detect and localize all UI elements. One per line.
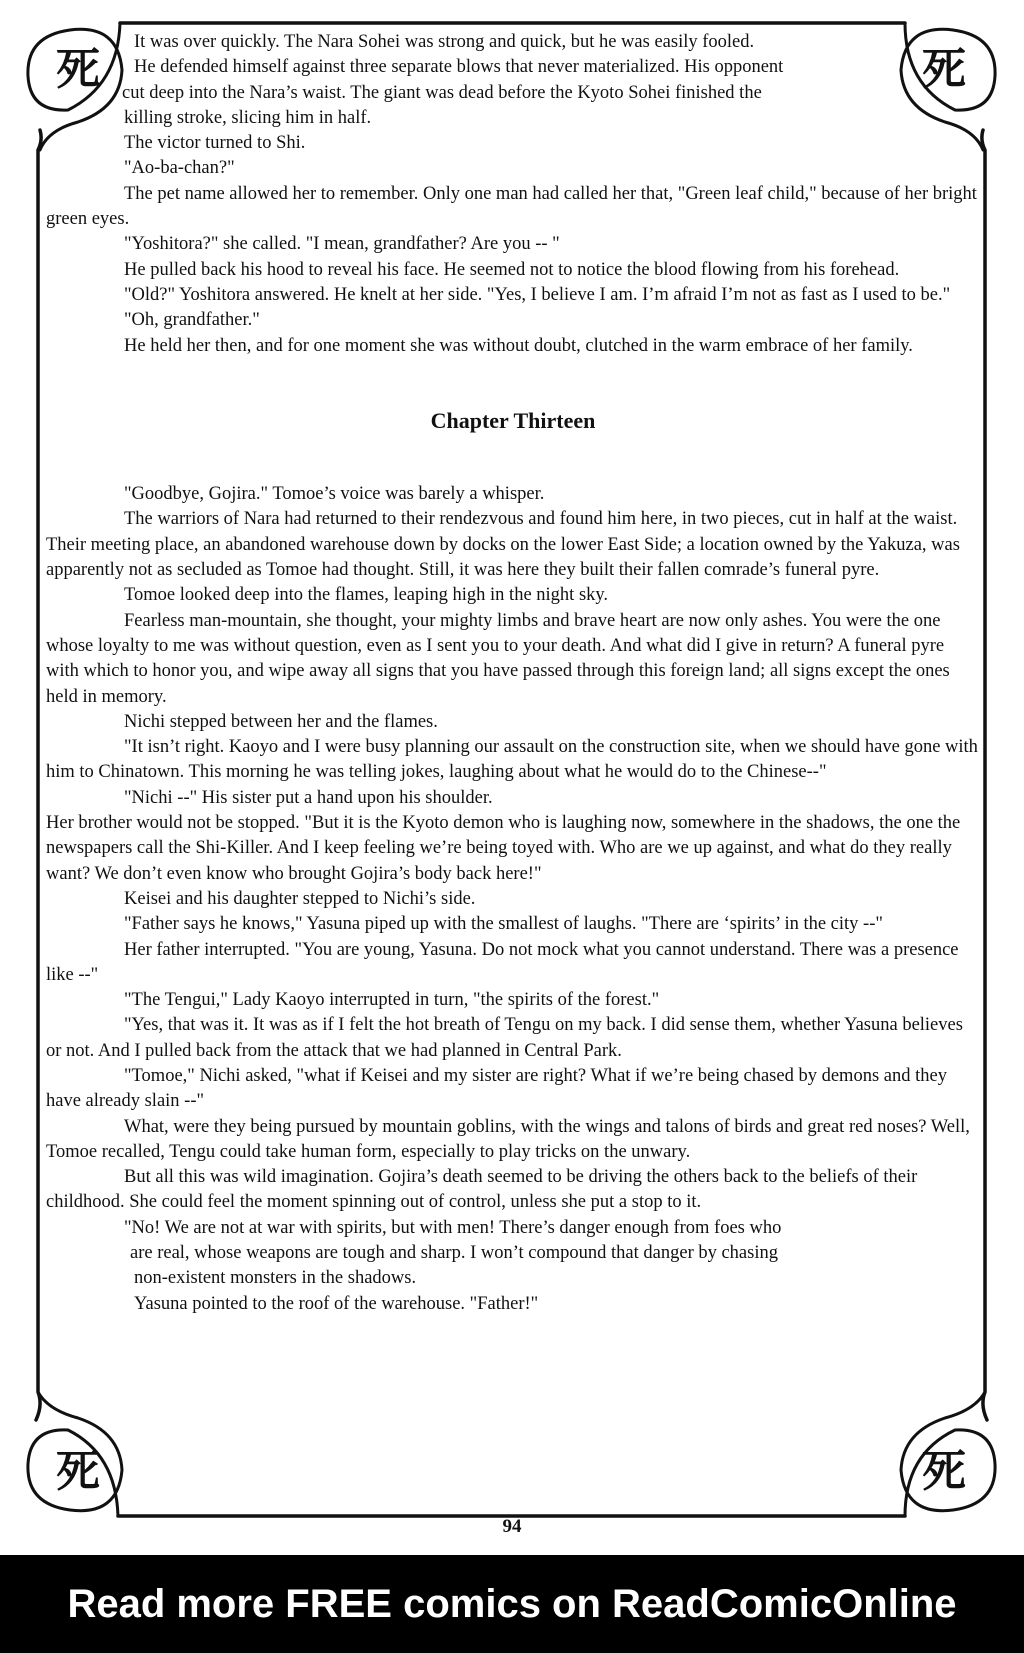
promo-banner[interactable]: Read more FREE comics on ReadComicOnline [0, 1555, 1024, 1653]
paragraph: Fearless man-mountain, she thought, your mighty limbs and brave heart are now only ashes. You were the one whose loyalty to me was without question, even as I sent you to your death. And what did I give in return? A funeral pyre with which to honor you, and wipe away all signs that you have passed through this foreign land; all signs except the ones held in memory. [46, 610, 950, 707]
kanji-emblem-top-left: 死 [56, 44, 100, 95]
paragraph: "Father says he knows," Yasuna piped up with the smallest of laughs. "There are ‘spirits’ in the city --" [124, 914, 883, 935]
paragraph: "Oh, grandfather." [124, 310, 260, 331]
paragraph: "The Tengui," Lady Kaoyo interrupted in turn, "the spirits of the forest." [124, 990, 660, 1011]
paragraph: "No! We are not at war with spirits, but with men! There’s danger enough from foes who [124, 1217, 782, 1238]
paragraph: He defended himself against three separate blows that never materialized. His opponent [134, 57, 784, 78]
chapter-heading: Chapter Thirteen [430, 407, 596, 433]
kanji-emblem-bottom-right: 死 [922, 1446, 966, 1497]
paragraph: Keisei and his daughter stepped to Nichi’s side. [124, 888, 476, 909]
paragraph: are real, whose weapons are tough and sharp. I won’t compound that danger by chasing [130, 1243, 778, 1264]
paragraph: killing stroke, slicing him in half. [124, 107, 372, 128]
paragraph: But all this was wild imagination. Gojira’s death seemed to be driving the others back to the beliefs of their childhood. She could feel the moment spinning out of control, unless she put a stop to it. [46, 1167, 918, 1213]
paragraph: What, were they being pursued by mountain goblins, with the wings and talons of birds and great red noses? Well, Tomoe recalled, Tengu could take human form, especially to play tricks on the unwary. [46, 1116, 970, 1162]
paragraph: cut deep into the Nara’s waist. The giant was dead before the Kyoto Sohei finished the [122, 82, 762, 103]
paragraph: The warriors of Nara had returned to their rendezvous and found him here, in two pieces, cut in half at the waist. Their meeting place, an abandoned warehouse down by docks on the lower East Side; a location owned by the Yakuza, was apparently not as secluded as Tomoe had thought. Still, it was here they built their fallen comrade’s funeral pyre. [46, 509, 960, 581]
kanji-emblem-top-right: 死 [922, 44, 966, 95]
paragraph: "Old?" Yoshitora answered. He knelt at her side. "Yes, I believe I am. I’m afraid I’m not as fast as I used to be." [124, 284, 951, 305]
paragraph: Her father interrupted. "You are young, Yasuna. Do not mock what you cannot understand. There was a presence like --" [46, 939, 959, 985]
paragraph: Nichi stepped between her and the flames. [124, 711, 438, 732]
kanji-emblem-bottom-left: 死 [56, 1446, 100, 1497]
paragraph: "Yes, that was it. It was as if I felt the hot breath of Tengu on my back. I did sense them, whether Yasuna believes or not. And I pulled back from the attack that we had planned in Central Park. [46, 1015, 963, 1061]
paragraph: "Ao-ba-chan?" [124, 158, 235, 179]
paragraph: Tomoe looked deep into the flames, leaping high in the night sky. [124, 585, 609, 606]
paragraph: He pulled back his hood to reveal his face. He seemed not to notice the blood flowing from his forehead. [124, 259, 900, 280]
page-number: 94 [502, 1516, 522, 1537]
paragraph: The pet name allowed her to remember. Only one man had called her that, "Green leaf child," because of her bright green eyes. [46, 183, 977, 230]
paragraph: non-existent monsters in the shadows. [134, 1268, 417, 1289]
paragraph: Yasuna pointed to the roof of the warehouse. "Father!" [134, 1293, 539, 1314]
paragraph: Her brother would not be stopped. "But it is the Kyoto demon who is laughing now, somewhere in the shadows, the one the newspapers call the Shi-Killer. And I keep feeling we’re being toyed with. Who are we up against, and what do they really want? We don’t even know who brought Gojira’s body back here!" [46, 813, 961, 884]
paragraph: "Goodbye, Gojira." Tomoe’s voice was barely a whisper. [124, 484, 545, 505]
paragraph: "Tomoe," Nichi asked, "what if Keisei and my sister are right? What if we’re being chased by demons and they have already slain --" [46, 1065, 947, 1112]
paragraph: "Nichi --" His sister put a hand upon his shoulder. [124, 787, 493, 808]
paragraph: It was over quickly. The Nara Sohei was strong and quick, but he was easily fooled. [134, 32, 755, 52]
paragraph: He held her then, and for one moment she was without doubt, clutched in the warm embrace of her family. [124, 335, 913, 356]
paragraph: "It isn’t right. Kaoyo and I were busy planning our assault on the construction site, when we should have gone with him to Chinatown. This morning he was telling jokes, laughing about what he would do to the Chinese--" [46, 737, 978, 783]
page-text [46, 30, 980, 1317]
paragraph: "Yoshitora?" she called. "I mean, grandfather? Are you -- " [124, 234, 560, 255]
paragraph: The victor turned to Shi. [124, 133, 306, 154]
